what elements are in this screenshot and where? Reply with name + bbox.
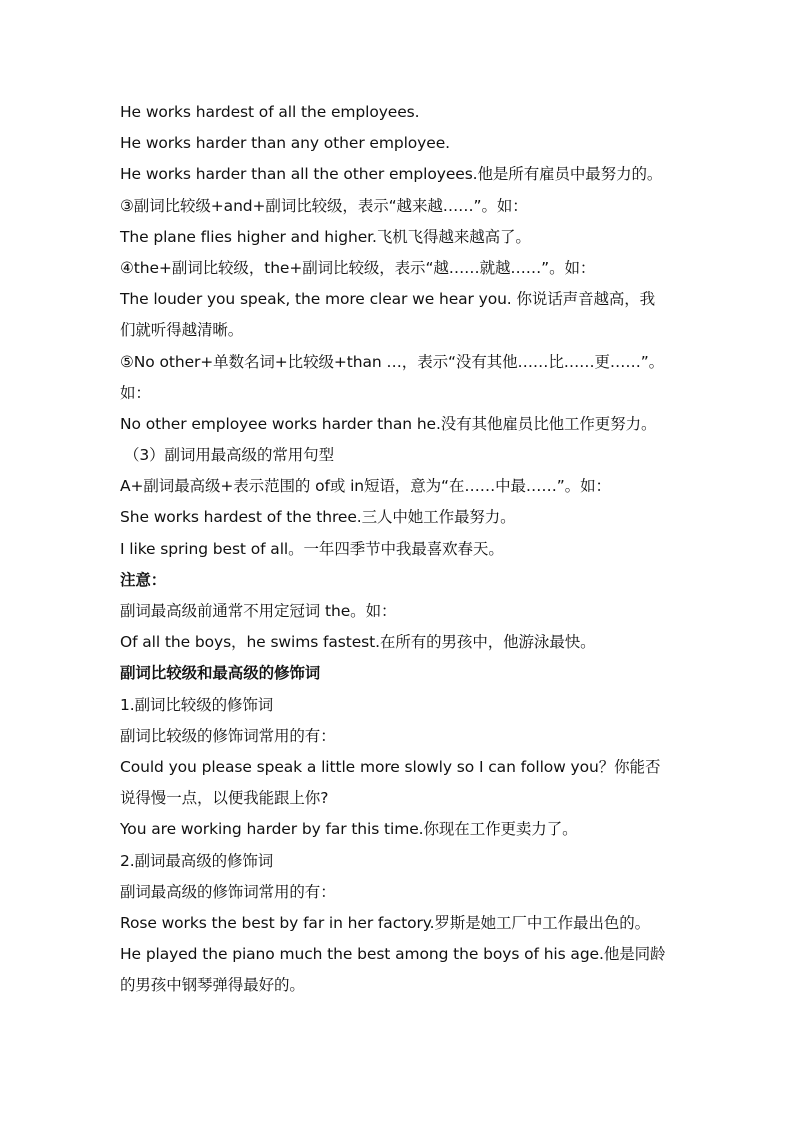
subsection-heading: 1.副词比较级的修饰词 [120, 695, 274, 714]
text-line: You are working harder by far this time.你现在工作更卖力了。 [120, 820, 578, 839]
text-line: ③副词比较级+and+副词比较级，表示“越来越……”。如： [120, 196, 528, 215]
text-line: The plane flies higher and higher.飞机飞得越来越高了。 [120, 227, 531, 246]
text-line: ④the+副词比较级，the+副词比较级，表示“越……就越……”。如： [120, 258, 596, 277]
text-line: 副词比较级的修饰词常用的有： [120, 726, 336, 745]
section-heading: （3）副词用最高级的常用句型 [124, 446, 334, 465]
text-line: No other employee works harder than he.没有其他雇员比他工作更努力。 [120, 414, 657, 433]
text-line: Rose works the best by far in her factory.罗斯是她工厂中工作最出色的。 [120, 913, 651, 932]
text-line: 的男孩中钢琴弹得最好的。 [120, 976, 305, 995]
text-line: She works hardest of the three.三人中她工作最努力。 [120, 508, 516, 527]
text-line: He works hardest of all the employees. [120, 103, 420, 121]
text-line: 们就听得越清晰。 [120, 321, 244, 340]
text-line: Of all the boys，he swims fastest.在所有的男孩中，他游泳最快。 [120, 633, 596, 652]
text-line: A+副词最高级+表示范围的 of或 in短语，意为“在……中最……”。如： [120, 477, 611, 496]
text-line: He works harder than any other employee. [120, 134, 450, 153]
section-heading: 副词比较级和最高级的修饰词 [120, 664, 321, 683]
text-line: 说得慢一点，以便我能跟上你? [120, 789, 329, 808]
note-heading: 注意： [120, 570, 167, 589]
text-line: 副词最高级的修饰词常用的有： [120, 882, 336, 901]
text-line: He works harder than all the other employees.他是所有雇员中最努力的。 [120, 165, 663, 184]
text-line: He played the piano much the best among the boys of his age.他是同龄 [120, 945, 666, 964]
text-line: 副词最高级前通常不用定冠词 the。如： [120, 602, 397, 620]
text-line: 如： [120, 383, 151, 402]
text-line: I like spring best of all。一年四季节中我最喜欢春天。 [120, 539, 504, 558]
text-line: Could you please speak a little more slowly so I can follow you？你能否 [120, 757, 661, 776]
text-line: The louder you speak, the more clear we hear you. 你说话声音越高，我 [120, 290, 656, 309]
text-line: ⑤No other+单数名词+比较级+than …，表示“没有其他……比……更……”。 [120, 352, 665, 371]
subsection-heading: 2.副词最高级的修饰词 [120, 851, 274, 870]
document-body [120, 97, 680, 1001]
